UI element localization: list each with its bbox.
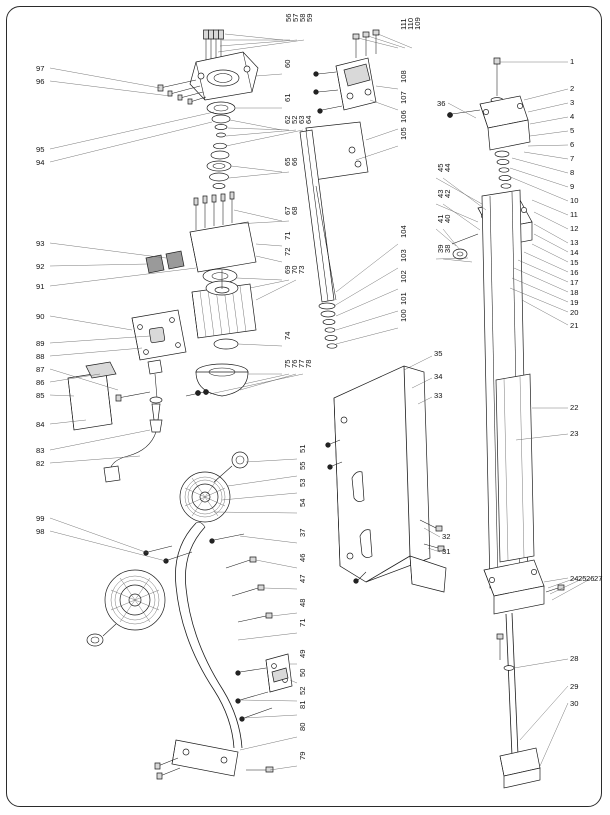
callout-number: 32: [442, 532, 451, 541]
callout-number: 76: [290, 359, 299, 368]
callout-number: 40: [443, 214, 452, 223]
callout-number: 82: [36, 459, 45, 468]
callout-number: 8: [570, 168, 575, 177]
callout-number: 5: [570, 126, 575, 135]
callout-number: 22: [570, 403, 579, 412]
callout-number: 98: [36, 527, 45, 536]
callout-number: 26: [586, 574, 595, 583]
callout-number: 80: [298, 722, 307, 731]
callout-number: 1: [570, 57, 575, 66]
callout-number: 60: [283, 59, 292, 68]
callout-number: 78: [304, 359, 313, 368]
callout-number: 45: [436, 163, 445, 172]
callout-number: 99: [36, 514, 45, 523]
callout-number: 41: [436, 214, 445, 223]
group-wheels-handle: [87, 452, 292, 779]
callout-number: 17: [570, 278, 579, 287]
callout-number: 42: [443, 189, 452, 198]
callout-number: 104: [399, 225, 408, 238]
callout-number: 34: [434, 372, 443, 381]
callout-number: 105: [399, 127, 408, 140]
callout-number: 72: [283, 247, 292, 256]
callout-number: 33: [434, 391, 443, 400]
callout-number: 101: [399, 292, 408, 305]
callout-number: 79: [298, 751, 307, 760]
callout-number: 12: [570, 224, 579, 233]
callout-number: 38: [443, 244, 452, 253]
callout-number: 111: [399, 18, 408, 30]
callout-number: 16: [570, 268, 579, 277]
callout-number: 84: [36, 420, 45, 429]
callout-number: 69: [283, 265, 292, 274]
callout-number: 86: [36, 378, 45, 387]
callout-number: 18: [570, 288, 579, 297]
callout-number: 35: [434, 349, 443, 358]
callout-number: 43: [436, 189, 445, 198]
callout-number: 20: [570, 308, 579, 317]
callout-number: 68: [290, 206, 299, 215]
callout-number: 3: [570, 98, 575, 107]
callout-number: 55: [298, 461, 307, 470]
callout-number: 56: [284, 13, 293, 22]
callout-number: 95: [36, 145, 45, 154]
callout-number: 25: [578, 574, 587, 583]
group-head-assembly: [68, 30, 258, 482]
callout-number: 9: [570, 182, 575, 191]
callout-number: 59: [305, 13, 314, 22]
callout-number: 83: [36, 446, 45, 455]
callout-number: 92: [36, 262, 45, 271]
callout-number: 102: [399, 270, 408, 283]
callout-number: 27: [594, 574, 603, 583]
callout-number: 23: [570, 429, 579, 438]
callout-number: 61: [283, 93, 292, 102]
callout-number: 21: [570, 321, 579, 330]
callout-number: 81: [298, 700, 307, 709]
callout-number: 96: [36, 77, 45, 86]
callout-number: 49: [298, 649, 307, 658]
callout-number: 24: [570, 574, 579, 583]
callout-number: 44: [443, 163, 452, 172]
callout-number: 10: [570, 196, 579, 205]
callout-number: 13: [570, 238, 579, 247]
callout-number: 6: [570, 140, 575, 149]
callout-number: 71: [298, 618, 307, 627]
callout-number: 15: [570, 258, 579, 267]
callout-number: 91: [36, 282, 45, 291]
callout-number: 63: [297, 115, 306, 124]
callout-number: 106: [399, 110, 408, 123]
callout-number: 29: [570, 682, 579, 691]
callout-number: 46: [298, 553, 307, 562]
callout-number: 48: [298, 598, 307, 607]
callout-number: 74: [283, 331, 292, 340]
callout-number: 51: [298, 444, 307, 453]
callout-number: 67: [283, 206, 292, 215]
callout-number: 54: [298, 498, 307, 507]
callout-number: 65: [283, 157, 292, 166]
callout-number: 30: [570, 699, 579, 708]
group-middle-brackets: [297, 30, 446, 592]
callout-number: 75: [283, 359, 292, 368]
callout-number: 77: [297, 359, 306, 368]
callout-number: 52: [290, 115, 299, 124]
callout-number: 37: [298, 528, 307, 537]
callout-number: 50: [298, 668, 307, 677]
callout-number: 94: [36, 158, 45, 167]
callout-number: 103: [399, 249, 408, 262]
callout-number: 52: [298, 686, 307, 695]
callout-number: 110: [406, 17, 415, 30]
callout-number: 93: [36, 239, 45, 248]
callout-number: 47: [298, 574, 307, 583]
callout-number: 100: [399, 309, 408, 322]
callout-number: 88: [36, 352, 45, 361]
callout-number: 39: [436, 244, 445, 253]
callout-number: 36: [437, 99, 446, 108]
callout-number: 70: [290, 265, 299, 274]
callout-number: 14: [570, 248, 579, 257]
callout-number: 62: [283, 115, 292, 124]
callout-number: 11: [570, 210, 578, 219]
callout-number: 107: [399, 91, 408, 104]
callout-number: 19: [570, 298, 579, 307]
callout-number: 108: [399, 70, 408, 83]
callout-number: 4: [570, 112, 575, 121]
callout-number: 31: [442, 547, 451, 556]
callout-number: 109: [413, 17, 422, 30]
callout-number: 71: [283, 231, 292, 240]
callout-number: 53: [298, 478, 307, 487]
callout-number: 7: [570, 154, 575, 163]
callout-number: 89: [36, 339, 45, 348]
callout-number: 58: [298, 13, 307, 22]
group-column-assembly: [447, 58, 564, 788]
callout-number: 64: [304, 115, 313, 124]
callout-number: 90: [36, 312, 45, 321]
callout-number: 66: [290, 157, 299, 166]
callout-number: 57: [291, 13, 300, 22]
callout-number: 73: [297, 265, 306, 274]
callout-number: 2: [570, 84, 575, 93]
callout-number: 85: [36, 391, 45, 400]
callout-number: 28: [570, 654, 579, 663]
callout-number: 97: [36, 64, 45, 73]
callout-number: 87: [36, 365, 45, 374]
